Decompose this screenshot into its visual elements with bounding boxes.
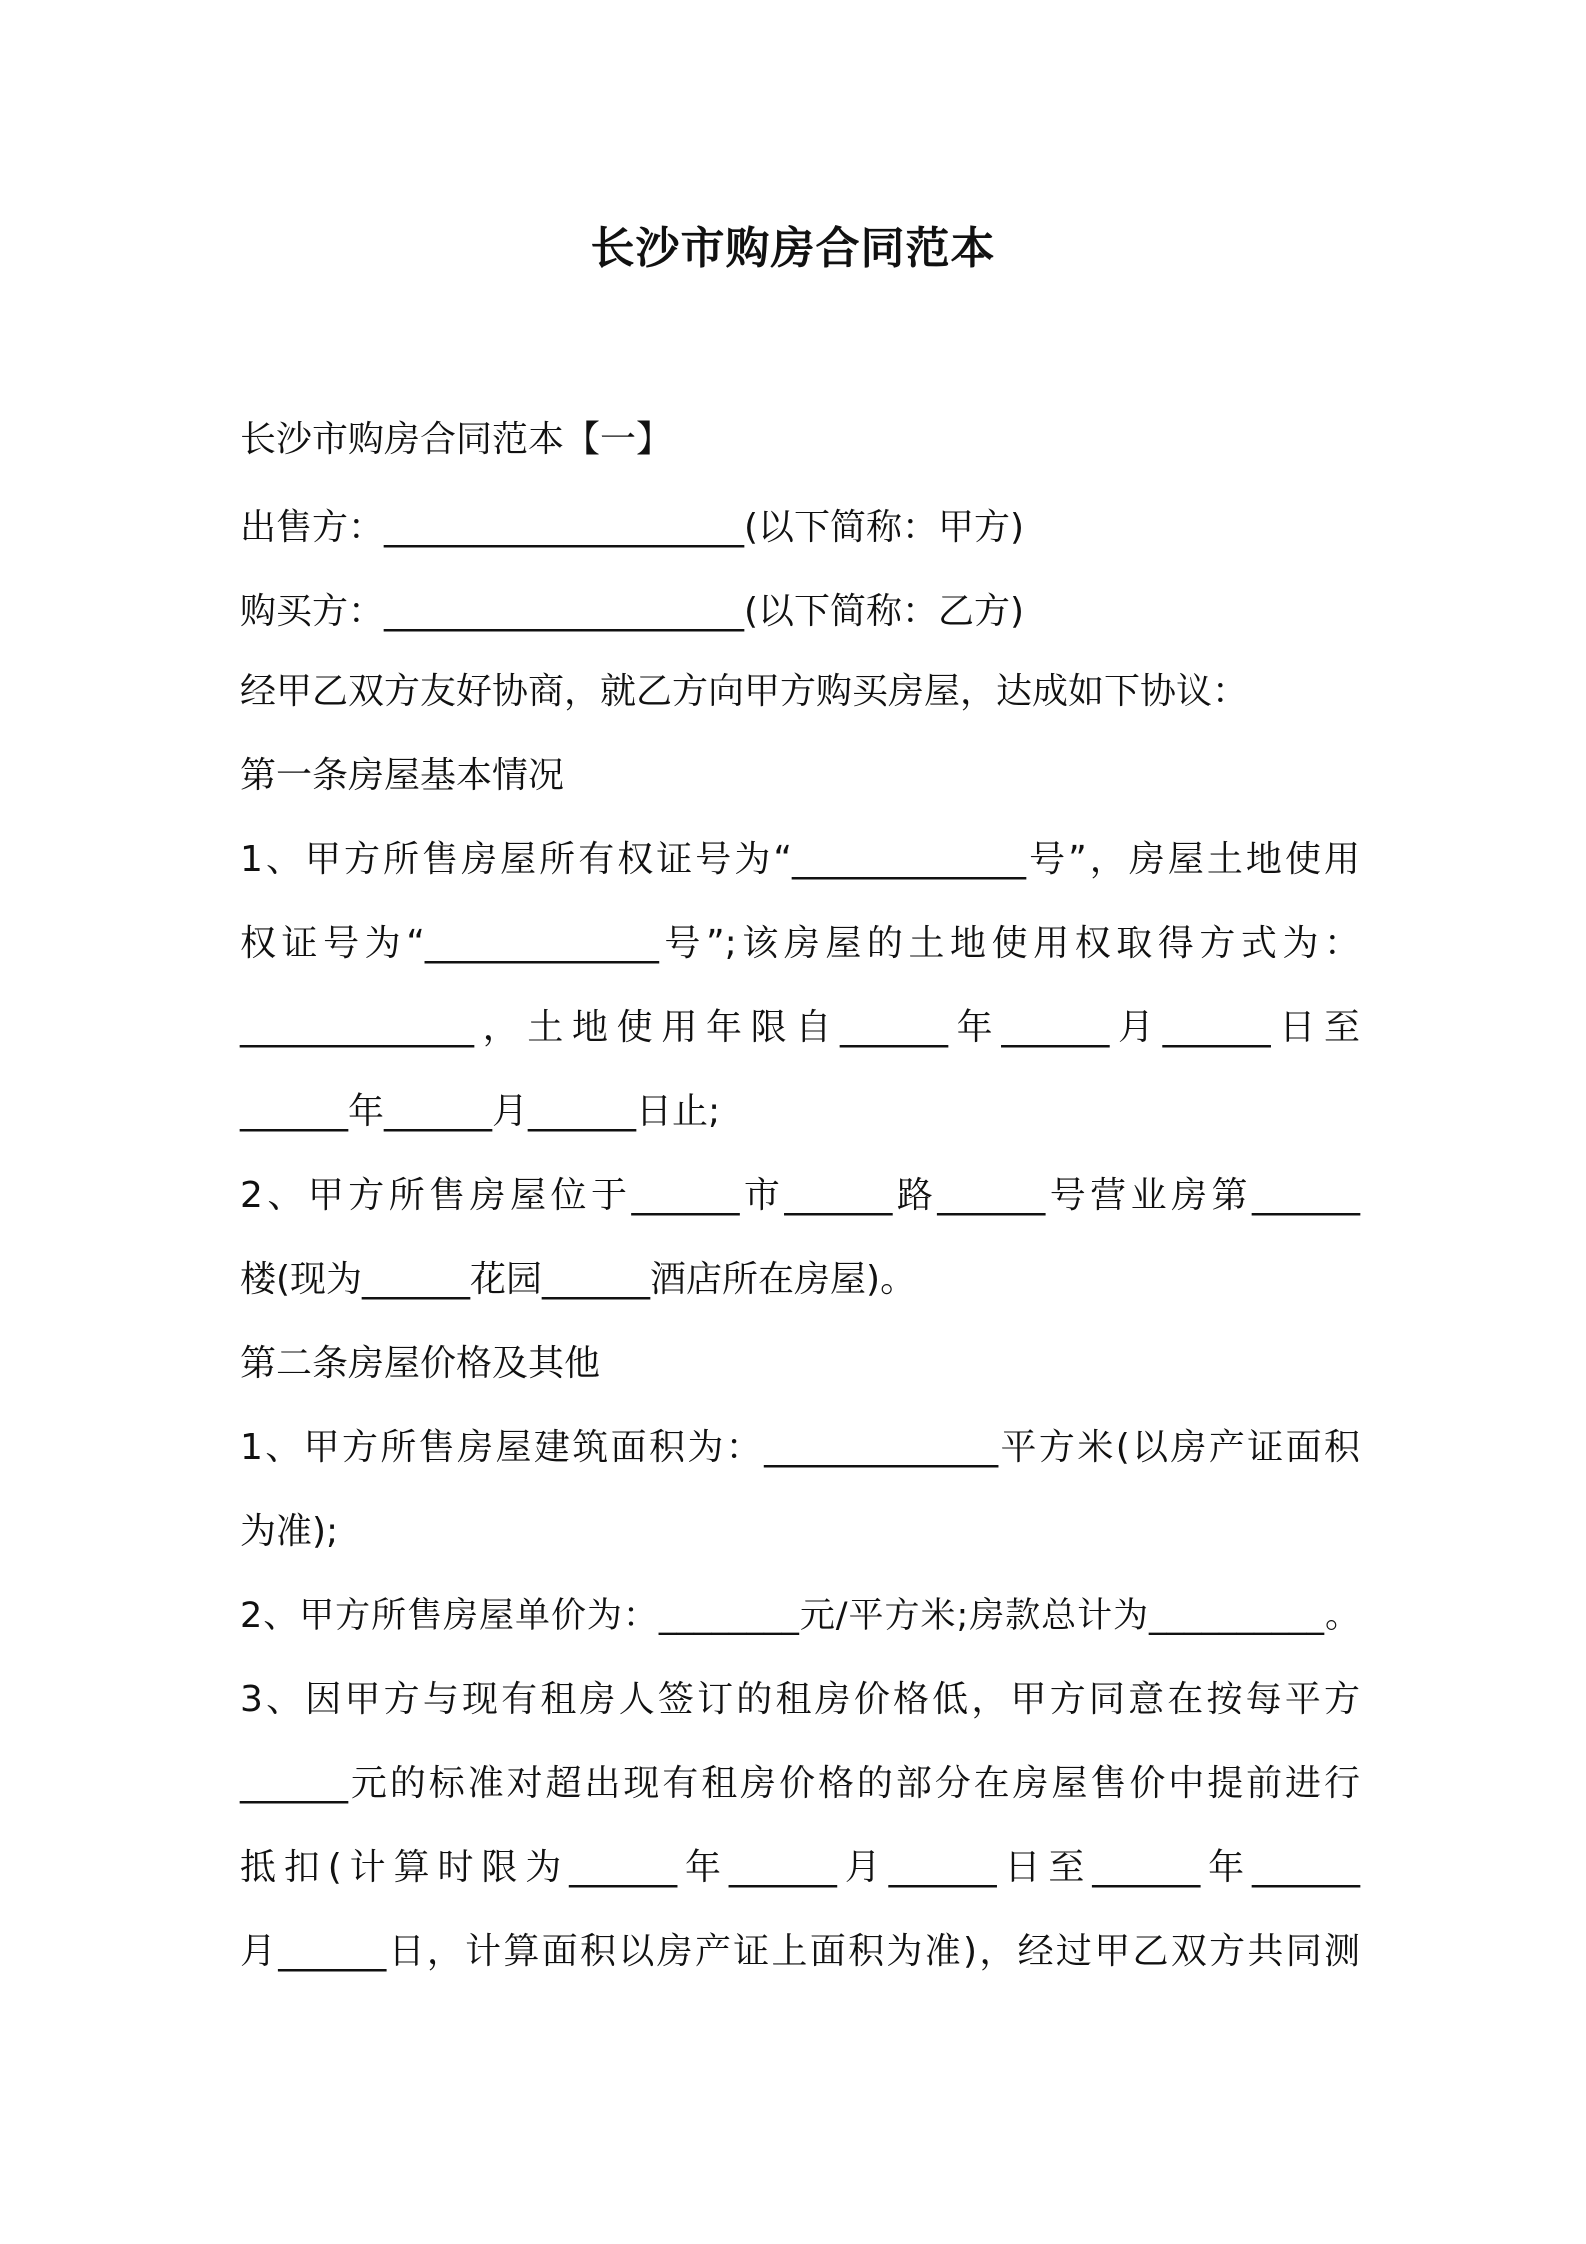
article-1-item-2-line-1: 2、甲方所售房屋位于______市______路______号营业房第______ [240,1175,1360,1216]
article-1-item-1-line-3: _____________，土地使用年限自______年______月______日至 [240,1007,1360,1048]
article-2-item-1-line-1: 1、甲方所售房屋建筑面积为：_____________平方米(以房产证面积 [240,1427,1360,1468]
article-2-item-3-line-2: ______元的标准对超出现有租房价格的部分在房屋售价中提前进行 [240,1763,1360,1804]
section-heading-1: 长沙市购房合同范本【一】 [240,419,673,460]
article-2-item-3-line-3: 抵扣(计算时限为______年______月______日至______年______ [240,1847,1360,1888]
seller-line: 出售方：____________________(以下简称：甲方) [240,507,1025,548]
article-2-heading: 第二条房屋价格及其他 [240,1343,601,1384]
agreement-intro: 经甲乙双方友好协商，就乙方向甲方购买房屋，达成如下协议： [240,671,1249,712]
article-1-item-1-line-4: ______年______月______日止; [240,1091,721,1132]
article-2-item-3-line-4: 月______日，计算面积以房产证上面积为准)，经过甲乙双方共同测 [240,1931,1360,1972]
article-1-item-1-line-1: 1、甲方所售房屋所有权证号为“_____________号”，房屋土地使用 [240,839,1360,880]
article-2-item-3-line-1: 3、因甲方与现有租房人签订的租房价格低，甲方同意在按每平方 [240,1679,1360,1720]
article-1-item-1-line-2: 权证号为“_____________号”;该房屋的土地使用权取得方式为： [240,923,1360,964]
article-2-item-1-line-2: 为准); [240,1511,339,1552]
document-title: 长沙市购房合同范本 [590,223,996,274]
article-2-item-2: 2、甲方所售房屋单价为：________元/平方米;房款总计为__________。 [240,1596,1360,1636]
buyer-line: 购买方：____________________(以下简称：乙方) [240,591,1025,632]
article-1-item-2-line-2: 楼(现为______花园______酒店所在房屋)。 [240,1259,917,1300]
article-1-heading: 第一条房屋基本情况 [240,755,565,796]
